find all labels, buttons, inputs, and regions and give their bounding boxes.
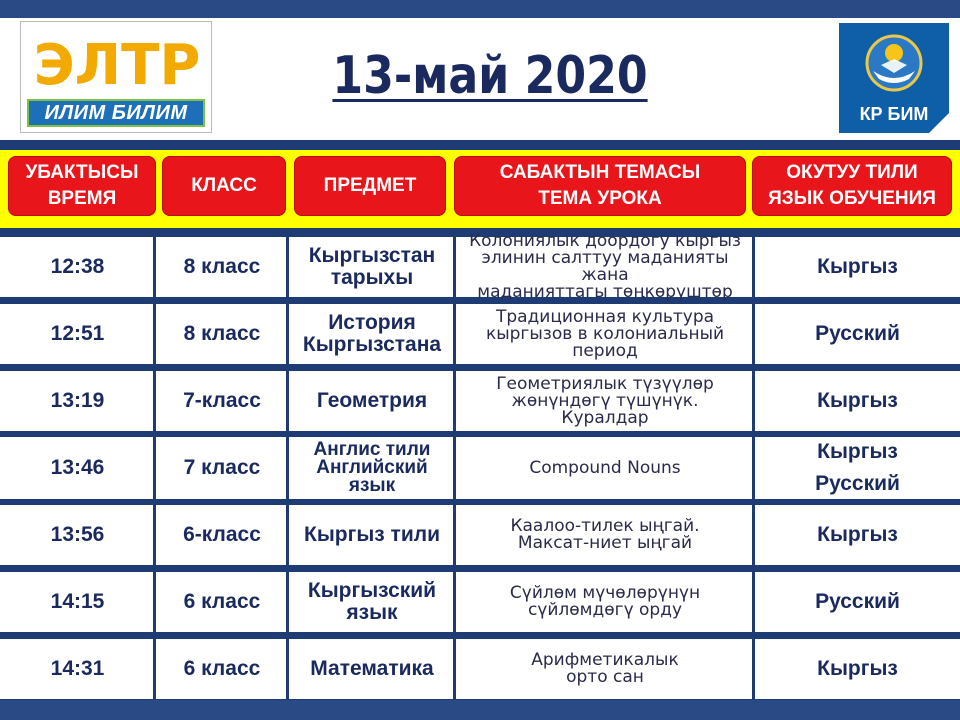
language-cell: Кыргыз [817, 255, 898, 278]
topic-cell: Compound Nouns [529, 457, 681, 478]
column-header-subject: ПРЕДМЕТ [294, 156, 446, 216]
kr-bim-logo [839, 23, 949, 133]
subject-cell: Кыргызский язык [307, 579, 437, 624]
class-cell: 7 класс [183, 456, 261, 479]
eltr-logo [20, 21, 212, 133]
table-row [0, 371, 960, 431]
eltr-logo-icon [29, 34, 205, 90]
subject-cell: Кыргыз тили [304, 523, 440, 546]
topic-cell: Арифметикалык орто сан [531, 650, 679, 687]
subject-cell: Геометрия [316, 389, 428, 412]
kr-bim-label: КР БИМ [859, 104, 929, 124]
table-row [0, 572, 960, 632]
subject-cell: История Кыргызстана [302, 311, 442, 356]
language-cell: Кыргыз [817, 389, 898, 412]
time-cell: 12:51 [50, 322, 105, 345]
table-row [0, 505, 960, 565]
column-header-language: ОКУТУУ ТИЛИ ЯЗЫК ОБУЧЕНИЯ [752, 156, 952, 216]
table-row [0, 304, 960, 364]
language-cell: Русский [815, 590, 900, 613]
topic-cell: Сүйлөм мүчөлөрүнүн сүйлөмдөгү орду [509, 583, 701, 620]
subject-cell: Математика [310, 657, 434, 680]
class-cell: 8 класс [183, 322, 261, 345]
page-curl [929, 113, 949, 133]
column-header-time: УБАКТЫСЫ ВРЕМЯ [8, 156, 156, 216]
topic-cell: Геометриялык түзүүлөр жөнүндөгү түшүнүк. Куралдар [496, 373, 714, 428]
bottom-bar [0, 700, 960, 720]
subject-cell: Англис тили Английский язык [313, 439, 431, 496]
top-bar [0, 0, 960, 18]
table-row [0, 231, 960, 302]
language-cell: Русский [815, 322, 900, 345]
class-cell: 7-класс [183, 389, 261, 412]
column-header-band [0, 150, 960, 228]
column-header-topic: САБАКТЫН ТЕМАСЫ ТЕМА УРОКА [454, 156, 746, 216]
class-cell: 6 класс [183, 590, 261, 613]
table-row [0, 437, 960, 499]
subject-cell: Кыргызстан тарыхы [308, 244, 436, 289]
time-cell: 13:19 [50, 389, 105, 412]
time-cell: 13:46 [50, 456, 105, 479]
topic-cell: Колониялык доордогу кыргыз элинин салттуу маданияты жана маданияттагы төңкөрүштөр [469, 231, 741, 302]
time-cell: 14:31 [50, 657, 105, 680]
language-cell: Кыргыз Русский [815, 440, 900, 495]
column-header-class: КЛАСС [162, 156, 286, 216]
topic-cell: Традиционная культура кыргызов в колониальный период [485, 306, 725, 361]
table-row [0, 639, 960, 699]
class-cell: 6 класс [183, 657, 261, 680]
class-cell: 8 класс [183, 255, 261, 278]
time-cell: 14:15 [50, 590, 105, 613]
divider [0, 140, 960, 150]
page-title: 13-май 2020 [332, 46, 648, 106]
svg-text:ЭЛТР: ЭЛТР [33, 34, 201, 90]
class-cell: 6-класс [183, 523, 261, 546]
language-cell: Кыргыз [817, 657, 898, 680]
header [0, 18, 960, 140]
time-cell: 13:56 [50, 523, 105, 546]
language-cell: Кыргыз [817, 523, 898, 546]
time-cell: 12:38 [50, 255, 105, 278]
topic-cell: Каалоо-тилек ыңгай. Максат-ниет ыңгай [510, 516, 700, 553]
eltr-logo-caption: ИЛИМ БИЛИМ [27, 99, 205, 127]
